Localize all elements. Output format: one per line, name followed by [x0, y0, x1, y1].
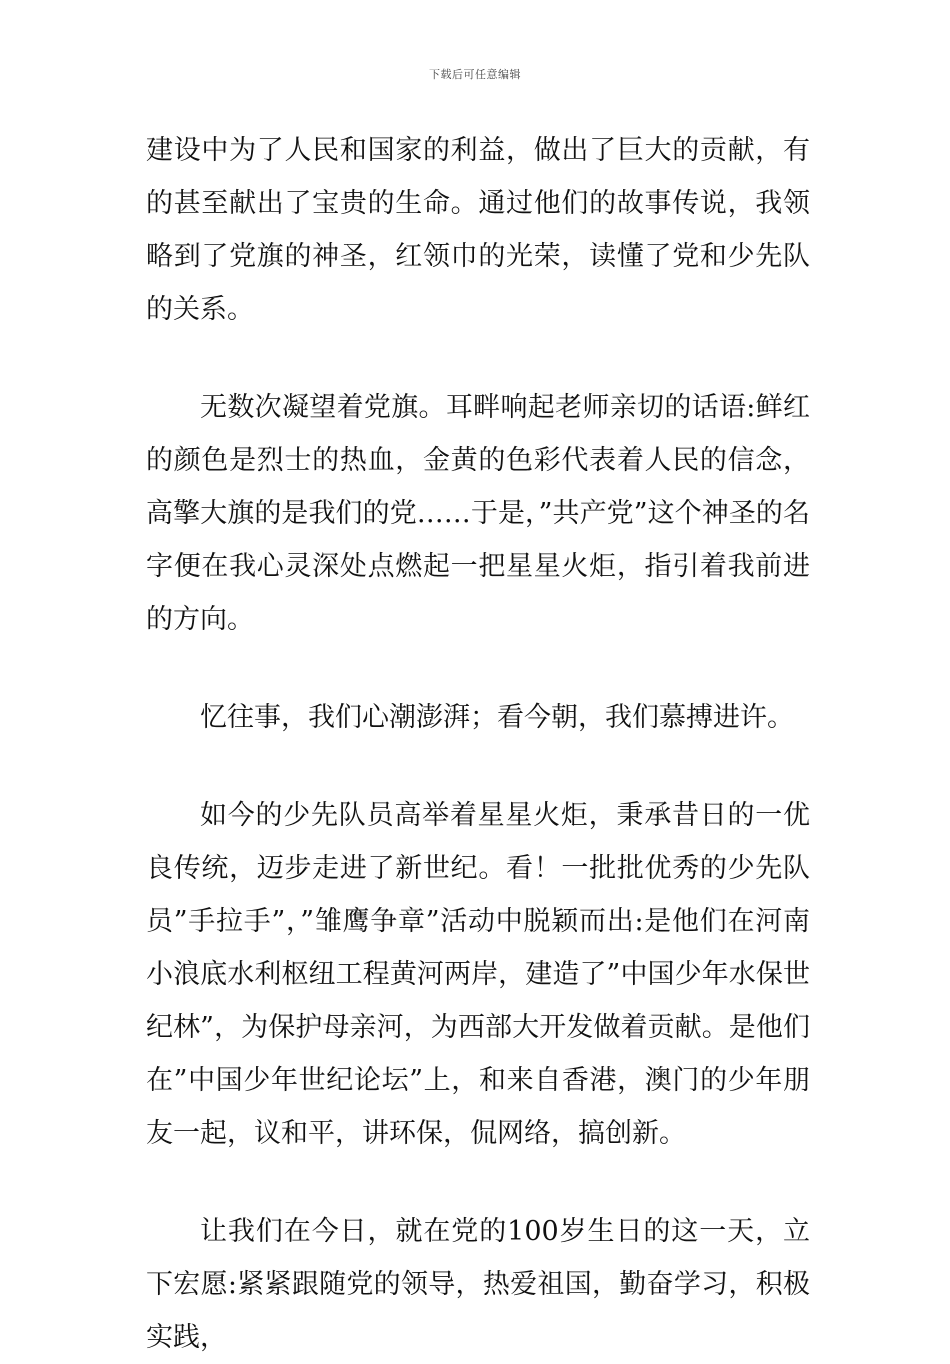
document-body [146, 124, 810, 1364]
paragraph-4: 如今的少先队员高举着星星火炬，秉承昔日的一优良传统，迈步走进了新世纪。看！一批批优秀的少先队员”手拉手”，”雏鹰争章”活动中脱颖而出:是他们在河南小浪底水利枢纽工程黄河两岸，建造了”中国少年水保世纪林”，为保护母亲河，为西部大开发做着贡献。是他们在”中国少年世纪论坛”上，和来自香港，澳门的少年朋友一起，议和平，讲环保，侃网络，搞创新。 [146, 800, 810, 1149]
paragraph-3: 忆往事，我们心潮澎湃；看今朝，我们慕搏进许。 [200, 702, 794, 733]
paragraph-1: 建设中为了人民和国家的利益，做出了巨大的贡献，有的甚至献出了宝贵的生命。通过他们的故事传说，我领略到了党旗的神圣，红领巾的光荣，读懂了党和少先队的关系。 [146, 135, 810, 325]
page-header: 下载后可任意编辑 [429, 68, 521, 81]
paragraph-2: 无数次凝望着党旗。耳畔响起老师亲切的话语:鲜红的颜色是烈士的热血，金黄的色彩代表着人民的信念，高擎大旗的是我们的党……于是，”共产党”这个神圣的名字便在我心灵深处点燃起一把星星火炬，指引着我前进的方向。 [146, 392, 810, 635]
paragraph-5: 让我们在今日，就在党的100岁生日的这一天，立下宏愿:紧紧跟随党的领导，热爱祖国，勤奋学习，积极实践， [146, 1216, 810, 1353]
